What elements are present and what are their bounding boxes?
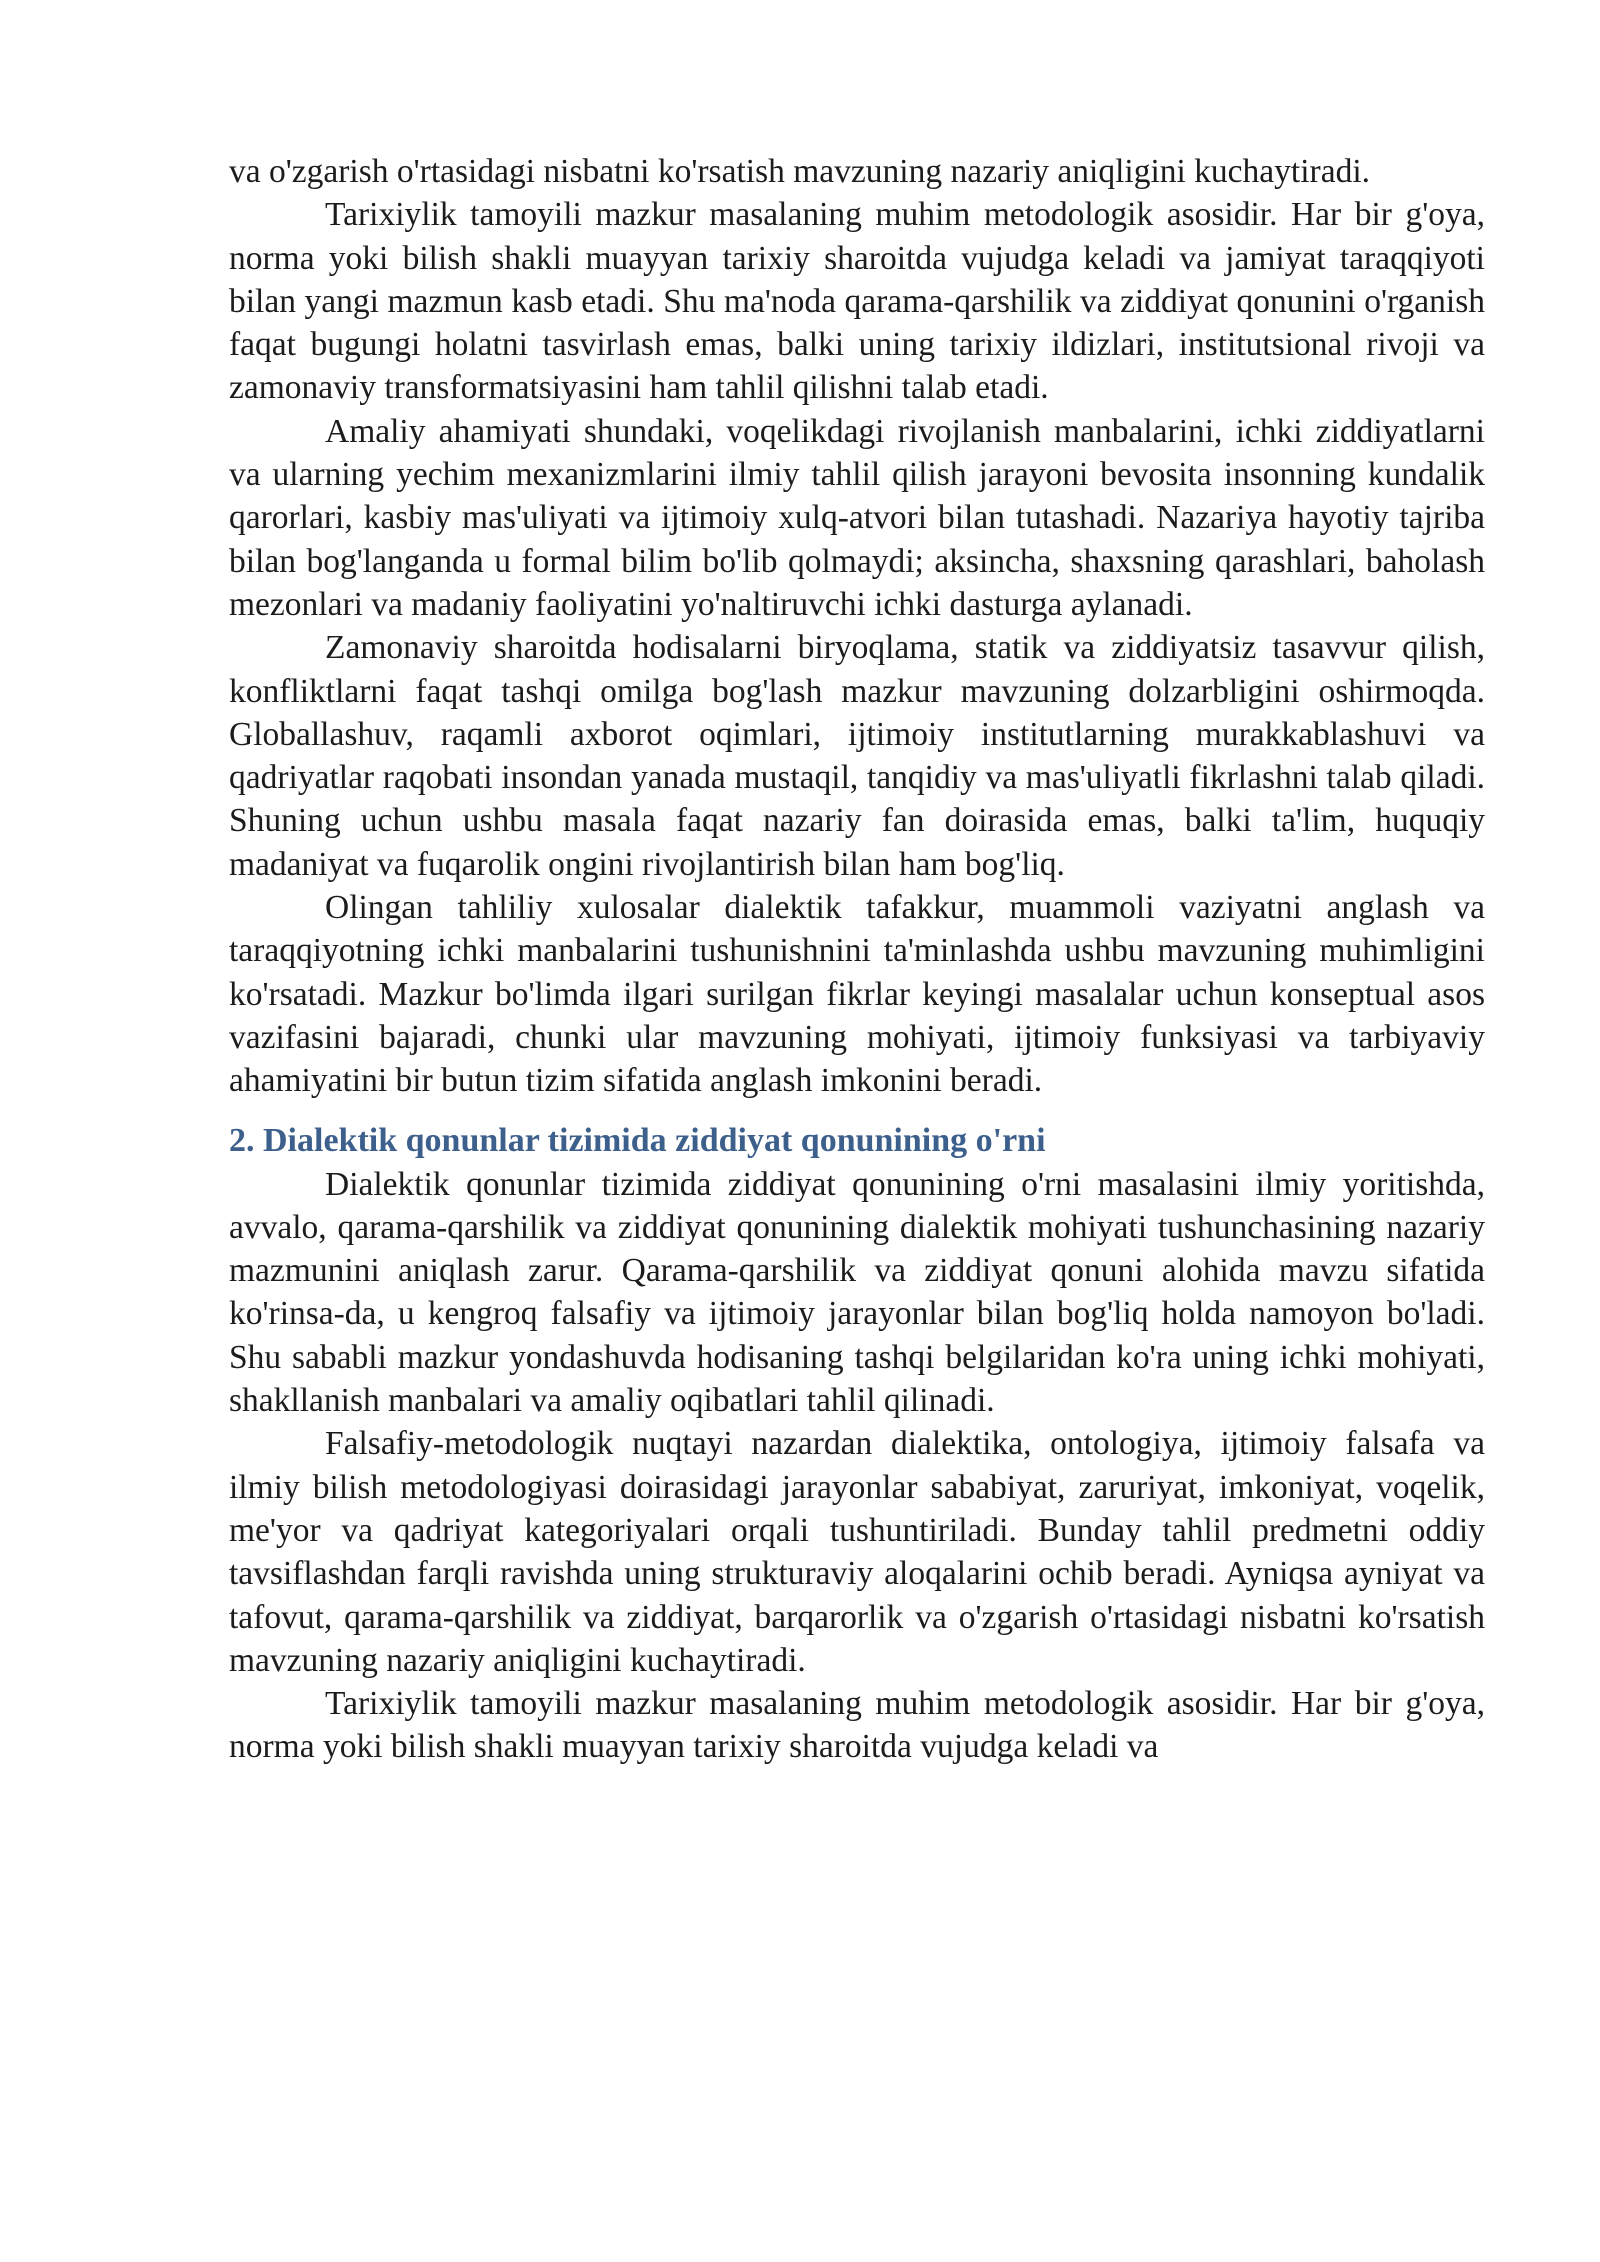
paragraph: Zamonaviy sharoitda hodisalarni biryoqlama, statik va ziddiyatsiz tasavvur qilish, konfliktlarni faqat tashqi omilga bog'lash mazkur mavzuning dolzarbligini oshirmoqda. Globallashuv, raqamli axborot oqimlari, ijtimoiy institutlarning murakkablashuvi va qadriyatlar raqobati insondan yanada mustaqil, tanqidiy va mas'uliyatli fikrlashni talab qiladi. Shuning uchun ushbu masala faqat nazariy fan doirasida emas, balki ta'lim, huquqiy madaniyat va fuqarolik ongini rivojlantirish bilan ham bog'liq. (229, 629, 1485, 883)
document-page (229, 150, 1485, 1769)
paragraph: Amaliy ahamiyati shundaki, voqelikdagi rivojlanish manbalarini, ichki ziddiyatlarni va ularning yechim mexanizmlarini ilmiy tahlil qilish jarayoni bevosita insonning kundalik qarorlari, kasbiy mas'uliyati va ijtimoiy xulq-atvori bilan tutashadi. Nazariya hayotiy tajriba bilan bog'langanda u formal bilim bo'lib qolmaydi; aksincha, shaxsning qarashlari, baholash mezonlari va madaniy faoliyatini yo'naltiruvchi ichki dasturga aylanadi. (229, 412, 1485, 623)
paragraph: Dialektik qonunlar tizimida ziddiyat qonunining o'rni masalasini ilmiy yoritishda, avvalo, qarama-qarshilik va ziddiyat qonunining dialektik mohiyati tushunchasining nazariy mazmunini aniqlash zarur. Qarama-qarshilik va ziddiyat qonuni alohida mavzu sifatida ko'rinsa-da, u kengroq falsafiy va ijtimoiy jarayonlar bilan bog'liq holda namoyon bo'ladi. Shu sababli mazkur yondashuvda hodisaning tashqi belgilaridan ko'ra uning ichki mohiyati, shakllanish manbalari va amaliy oqibatlari tahlil qilinadi. (229, 1165, 1485, 1420)
paragraph: Olingan tahliliy xulosalar dialektik tafakkur, muammoli vaziyatni anglash va taraqqiyotning ichki manbalarini tushunishnini ta'minlashda ushbu mavzuning muhimligini ko'rsatadi. Mazkur bo'limda ilgari surilgan fikrlar keyingi masalalar uchun konseptual asos vazifasini bajaradi, chunki ular mavzuning mohiyati, ijtimoiy funksiyasi va tarbiyaviy ahamiyatini bir butun tizim sifatida anglash imkonini beradi. (229, 889, 1485, 1100)
paragraph-continuation: va o'zgarish o'rtasidagi nisbatni ko'rsatish mavzuning nazariy aniqligini kuchaytiradi. (229, 153, 1370, 190)
paragraph-cut-off: Tarixiylik tamoyili mazkur masalaning muhim metodologik asosidir. Har bir g'oya, norma yoki bilish shakli muayyan tarixiy sharoitda vujudga keladi va (229, 1685, 1485, 1766)
paragraph: Falsafiy-metodologik nuqtayi nazardan dialektika, ontologiya, ijtimoiy falsafa va ilmiy bilish metodologiyasi doirasidagi jarayonlar sababiyat, zaruriyat, imkoniyat, voqelik, me'yor va qadriyat kategoriyalari orqali tushuntiriladi. Bunday tahlil predmetni oddiy tavsiflashdan farqli ravishda uning strukturaviy aloqalarini ochib beradi. Ayniqsa ayniyat va tafovut, qarama-qarshilik va ziddiyat, barqarorlik va o'zgarish o'rtasidagi nisbatni ko'rsatish mavzuning nazariy aniqligini kuchaytiradi. (229, 1425, 1485, 1679)
paragraph: Tarixiylik tamoyili mazkur masalaning muhim metodologik asosidir. Har bir g'oya, norma yoki bilish shakli muayyan tarixiy sharoitda vujudga keladi va jamiyat taraqqiyoti bilan yangi mazmun kasb etadi. Shu ma'noda qarama-qarshilik va ziddiyat qonunini o'rganish faqat bugungi holatni tasvirlash emas, balki uning tarixiy ildizlari, institutsional rivoji va zamonaviy transformatsiyasini ham tahlil qilishni talab etadi. (229, 196, 1485, 407)
section-heading: 2. Dialektik qonunlar tizimida ziddiyat qonunining o'rni (229, 1121, 1046, 1159)
